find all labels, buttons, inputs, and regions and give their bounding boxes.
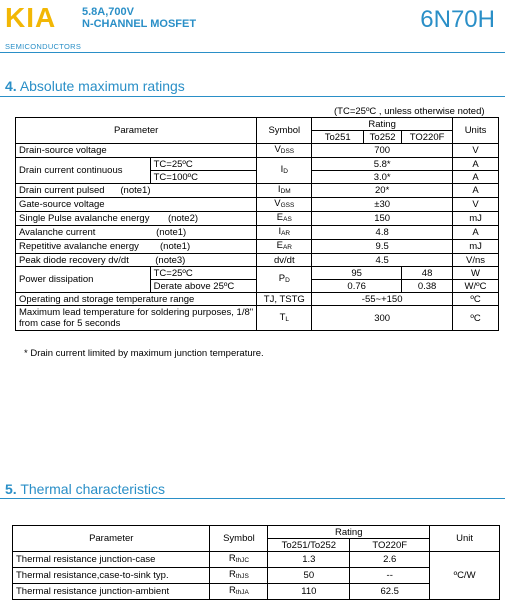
param-cell: Maximum lead temperature for soldering purposes, 1/8" from case for 5 seconds bbox=[16, 306, 257, 331]
unit-cell: A bbox=[453, 171, 499, 184]
section-5-number: 5. bbox=[5, 481, 17, 497]
rating-cell: 4.5 bbox=[312, 254, 453, 267]
header-symbol: Symbol bbox=[257, 118, 312, 144]
rating-cell: 50 bbox=[268, 568, 350, 584]
header-symbol: Symbol bbox=[210, 526, 268, 552]
rating-cell: 4.8 bbox=[312, 226, 453, 240]
symbol-cell: VGSS bbox=[257, 198, 312, 212]
rating-cell: 150 bbox=[312, 212, 453, 226]
product-spec-type: N-CHANNEL MOSFET bbox=[82, 18, 197, 30]
unit-cell: A bbox=[453, 226, 499, 240]
unit-cell: mJ bbox=[453, 240, 499, 254]
table-row bbox=[16, 293, 499, 306]
table-row bbox=[16, 144, 499, 158]
header-rating: Rating bbox=[268, 526, 430, 539]
rating-cell: -55~+150 bbox=[312, 293, 453, 306]
unit-cell: ºC bbox=[453, 293, 499, 306]
section-4-heading bbox=[5, 78, 185, 94]
condition-cell: TC=100ºC bbox=[150, 171, 257, 184]
rating-cell: 300 bbox=[312, 306, 453, 331]
header-divider bbox=[0, 52, 505, 53]
unit-cell: mJ bbox=[453, 212, 499, 226]
table-row bbox=[16, 198, 499, 212]
unit-cell: V/ns bbox=[453, 254, 499, 267]
header-pkg-to220f: TO220F bbox=[402, 131, 453, 144]
rating-cell: 62.5 bbox=[350, 584, 430, 600]
section-5-divider bbox=[0, 498, 505, 499]
footnote: * Drain current limited by maximum junction temperature. bbox=[24, 348, 264, 359]
header-pkg-to251-to252: To251/To252 bbox=[268, 539, 350, 552]
rating-cell: 2.6 bbox=[350, 552, 430, 568]
table-row bbox=[16, 267, 499, 280]
symbol-cell: PD bbox=[257, 267, 312, 293]
param-cell: Single Pulse avalanche energy (note2) bbox=[16, 212, 257, 226]
header-unit: Unit bbox=[430, 526, 500, 552]
header-pkg-to220f: TO220F bbox=[350, 539, 430, 552]
rating-cell: ±30 bbox=[312, 198, 453, 212]
table-row bbox=[16, 184, 499, 198]
rating-cell: 3.0* bbox=[312, 171, 453, 184]
param-cell: Avalanche current (note1) bbox=[16, 226, 257, 240]
table-header-row bbox=[16, 118, 499, 131]
unit-cell: ºC/W bbox=[430, 552, 500, 600]
rating-cell: 700 bbox=[312, 144, 453, 158]
table-row bbox=[13, 552, 500, 568]
test-conditions: (TC=25ºC , unless otherwise noted) bbox=[334, 106, 485, 117]
table-row bbox=[16, 226, 499, 240]
header-pkg-to252: To252 bbox=[364, 131, 402, 144]
rating-cell: 5.8* bbox=[312, 158, 453, 171]
param-cell: Repetitive avalanche energy (note1) bbox=[16, 240, 257, 254]
section-4-divider bbox=[0, 96, 505, 97]
table-row bbox=[16, 158, 499, 171]
company-logo: KIA bbox=[5, 2, 57, 33]
unit-cell: V bbox=[453, 144, 499, 158]
param-cell: Drain current continuous bbox=[16, 158, 151, 184]
unit-cell: A bbox=[453, 158, 499, 171]
table-header-row bbox=[13, 526, 500, 539]
table-row bbox=[16, 240, 499, 254]
symbol-cell: ID bbox=[257, 158, 312, 184]
part-number: 6N70H bbox=[420, 6, 495, 33]
rating-cell: 0.38 bbox=[402, 280, 453, 293]
symbol-cell: EAS bbox=[257, 212, 312, 226]
rating-cell: -- bbox=[350, 568, 430, 584]
header-parameter: Parameter bbox=[16, 118, 257, 144]
header-pkg-to251: To251 bbox=[312, 131, 364, 144]
symbol-cell: EAR bbox=[257, 240, 312, 254]
unit-cell: V bbox=[453, 198, 499, 212]
table-row bbox=[16, 212, 499, 226]
param-cell: Operating and storage temperature range bbox=[16, 293, 257, 306]
table-row bbox=[13, 568, 500, 584]
symbol-cell: TJ, TSTG bbox=[257, 293, 312, 306]
param-cell: Thermal resistance,case-to-sink typ. bbox=[13, 568, 210, 584]
unit-cell: A bbox=[453, 184, 499, 198]
rating-cell: 48 bbox=[402, 267, 453, 280]
header-parameter: Parameter bbox=[13, 526, 210, 552]
symbol-cell: TL bbox=[257, 306, 312, 331]
param-cell: Drain current pulsed (note1) bbox=[16, 184, 257, 198]
symbol-cell: IAR bbox=[257, 226, 312, 240]
rating-cell: 1.3 bbox=[268, 552, 350, 568]
symbol-cell: RthJC bbox=[210, 552, 268, 568]
rating-cell: 0.76 bbox=[312, 280, 402, 293]
symbol-cell: dv/dt bbox=[257, 254, 312, 267]
section-5-title: Thermal characteristics bbox=[20, 481, 166, 497]
thermal-characteristics-table bbox=[12, 525, 500, 600]
param-cell: Peak diode recovery dv/dt (note3) bbox=[16, 254, 257, 267]
condition-cell: Derate above 25ºC bbox=[150, 280, 257, 293]
product-spec-rating: 5.8A,700V bbox=[82, 6, 134, 18]
rating-cell: 20* bbox=[312, 184, 453, 198]
header-rating: Rating bbox=[312, 118, 453, 131]
header-units: Units bbox=[453, 118, 499, 144]
param-cell: Thermal resistance junction-case bbox=[13, 552, 210, 568]
absolute-max-ratings-table bbox=[15, 117, 499, 331]
logo-subtitle: SEMICONDUCTORS bbox=[5, 42, 82, 51]
table-row bbox=[13, 584, 500, 600]
param-cell: Gate-source voltage bbox=[16, 198, 257, 212]
symbol-cell: RthJA bbox=[210, 584, 268, 600]
param-cell: Drain-source voltage bbox=[16, 144, 257, 158]
section-4-title: Absolute maximum ratings bbox=[19, 78, 185, 94]
condition-cell: TC=25ºC bbox=[150, 158, 257, 171]
table-row bbox=[16, 306, 499, 331]
section-4-number: 4. bbox=[5, 78, 17, 94]
symbol-cell: RthJS bbox=[210, 568, 268, 584]
rating-cell: 95 bbox=[312, 267, 402, 280]
section-5-heading bbox=[5, 481, 165, 497]
unit-cell: W/ºC bbox=[453, 280, 499, 293]
table-row bbox=[16, 254, 499, 267]
unit-cell: ºC bbox=[453, 306, 499, 331]
symbol-cell: VDSS bbox=[257, 144, 312, 158]
rating-cell: 9.5 bbox=[312, 240, 453, 254]
symbol-cell: IDM bbox=[257, 184, 312, 198]
condition-cell: TC=25ºC bbox=[150, 267, 257, 280]
param-cell: Thermal resistance junction-ambient bbox=[13, 584, 210, 600]
param-cell: Power dissipation bbox=[16, 267, 151, 293]
rating-cell: 110 bbox=[268, 584, 350, 600]
unit-cell: W bbox=[453, 267, 499, 280]
